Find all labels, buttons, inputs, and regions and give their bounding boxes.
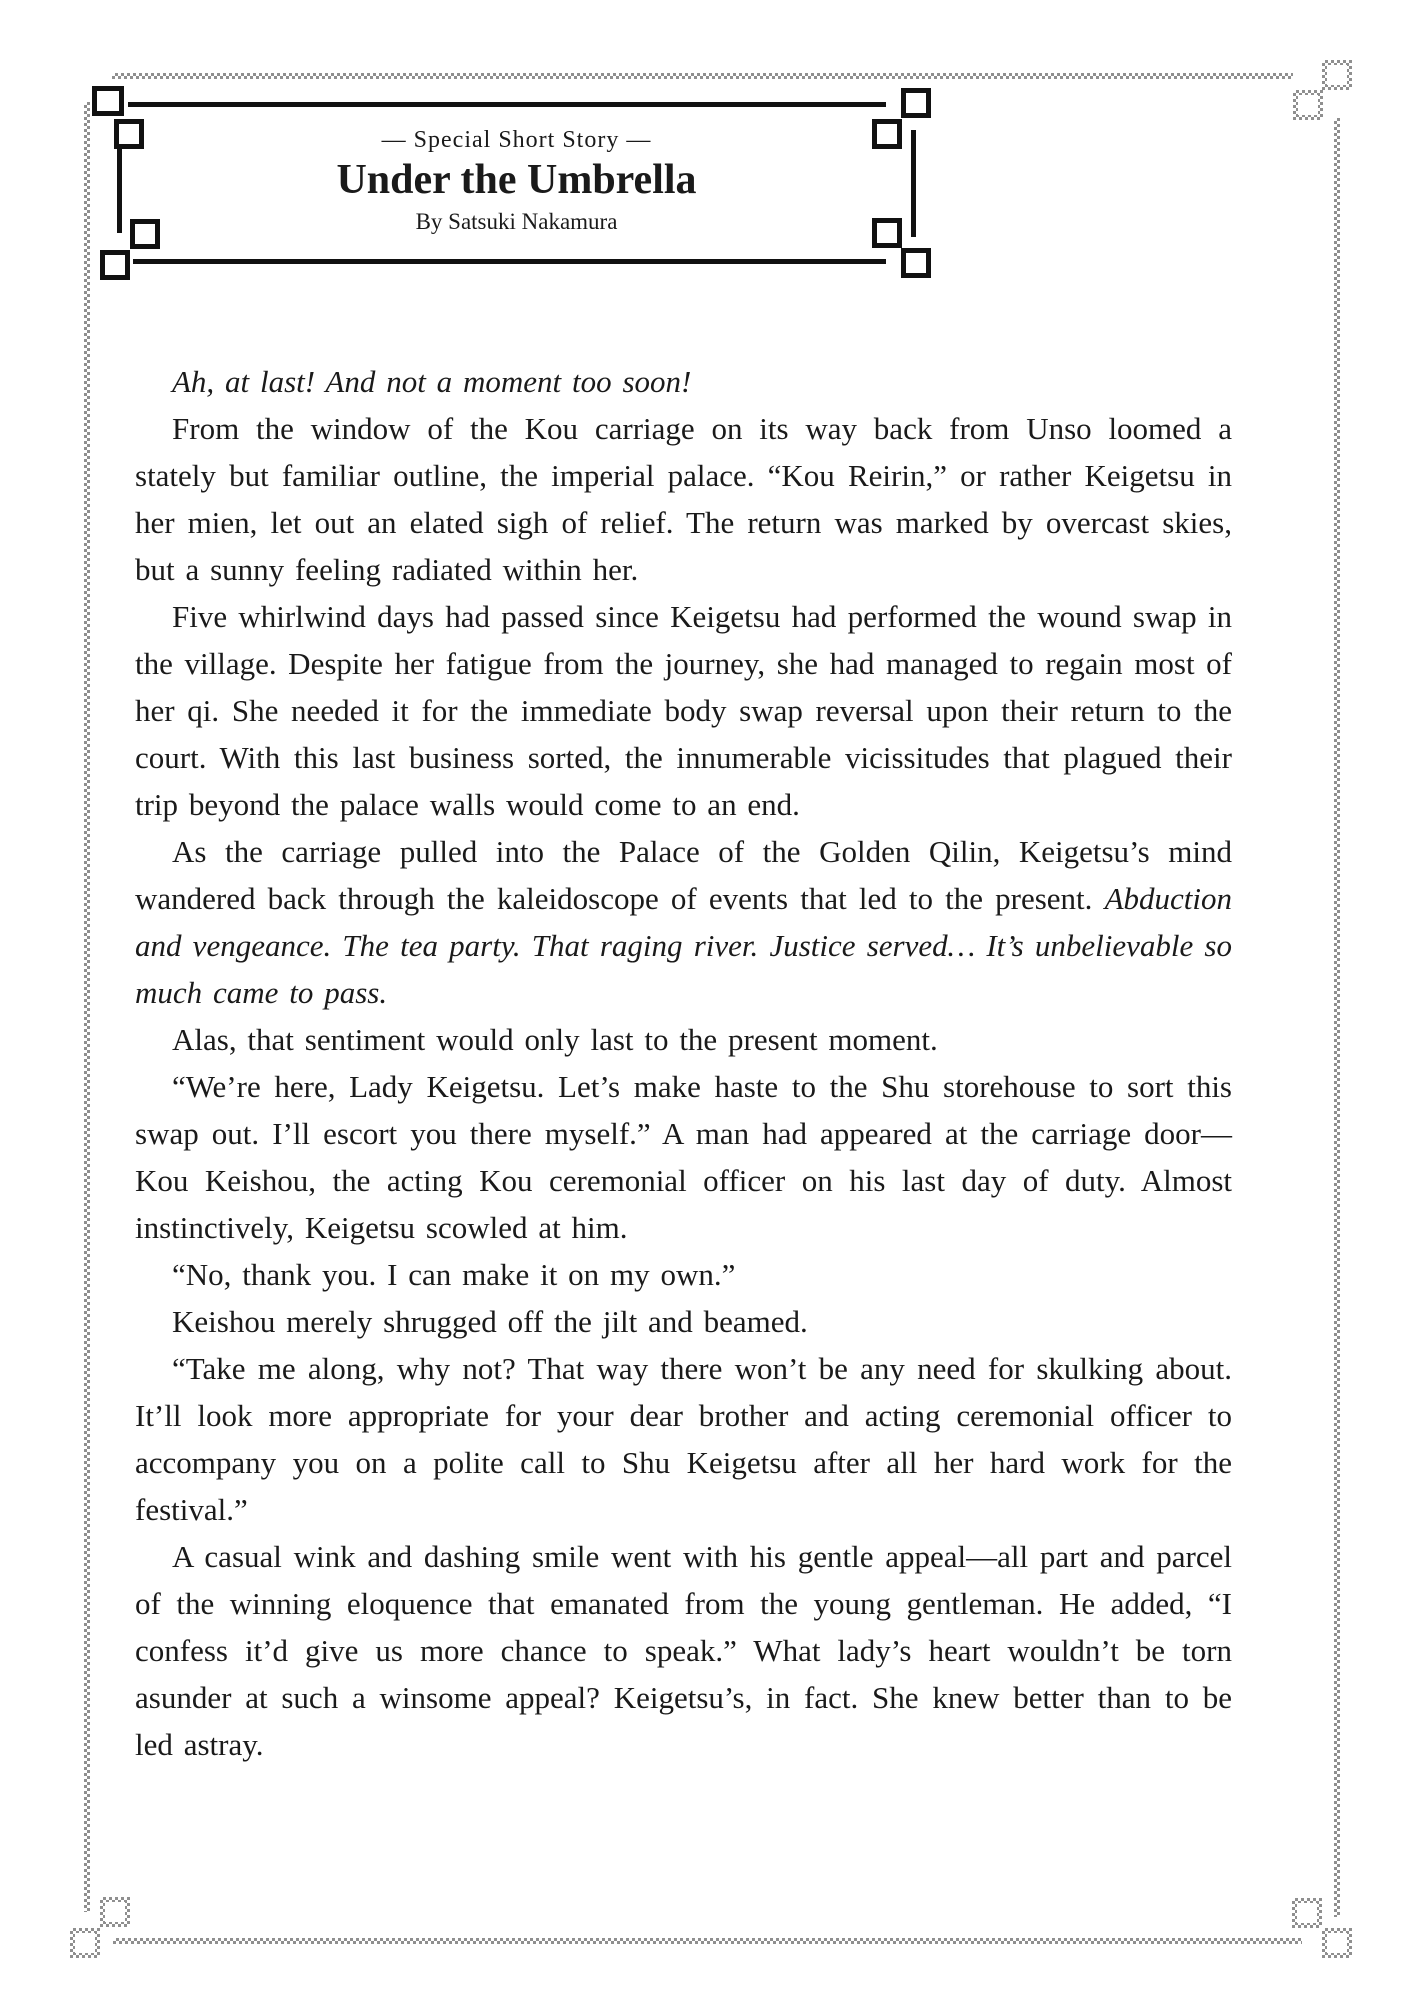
story-byline: By Satsuki Nakamura	[415, 209, 618, 235]
story-run: “We’re here, Lady Keigetsu. Let’s make haste to the Shu storehouse to sort this swap out. I’ll escort you there myself.” A man had appeared at the carriage door—Kou Keishou, the acting Kou ceremonial officer on his last day of duty. Almost instinctively, Keigetsu scowled at him.	[135, 1069, 1232, 1245]
frame-corner-ornament-bottom-left-outer	[70, 1928, 100, 1958]
page-frame-top-border	[112, 73, 1293, 79]
story-paragraph	[135, 1063, 1232, 1251]
story-run: Alas, that sentiment would only last to the present moment.	[172, 1022, 938, 1057]
page-frame-right-border	[1334, 118, 1340, 1917]
story-paragraph	[135, 828, 1232, 1016]
story-run-italic: Abduction and vengeance. The tea party. That raging river. Justice served… It’s unbelievable so much came to pass.	[135, 881, 1232, 1010]
story-paragraph	[135, 1298, 1232, 1345]
page-frame-bottom-border	[113, 1938, 1302, 1944]
story-run: “No, thank you. I can make it on my own.”	[172, 1257, 736, 1292]
story-run: A casual wink and dashing smile went with his gentle appeal—all part and parcel of the winning eloquence that emanated from the young gentleman. He added, “I confess it’d give us more chance to speak.” What lady’s heart wouldn’t be torn asunder at such a winsome appeal? Keigetsu’s, in fact. She knew better than to be led astray.	[135, 1539, 1232, 1762]
frame-corner-ornament-top-right-outer	[1322, 60, 1352, 90]
story-paragraph	[135, 1533, 1232, 1768]
story-paragraph	[135, 1251, 1232, 1298]
title-box	[117, 102, 916, 260]
story-run-italic: Ah, at last! And not a moment too soon!	[172, 364, 692, 399]
story-run: “Take me along, why not? That way there won’t be any need for skulking about. It’ll look more appropriate for your dear brother and acting ceremonial officer to accompany you on a polite call to Shu Keigetsu after all her hard work for the festival.”	[135, 1351, 1232, 1527]
story-run: Keishou merely shrugged off the jilt and beamed.	[172, 1304, 808, 1339]
story-paragraph	[135, 1345, 1232, 1533]
frame-corner-ornament-bottom-left-inner	[100, 1897, 130, 1927]
story-paragraph	[135, 405, 1232, 593]
story-paragraph	[135, 593, 1232, 828]
frame-corner-ornament-bottom-right-inner	[1292, 1898, 1322, 1928]
frame-corner-ornament-bottom-right-outer	[1322, 1928, 1352, 1958]
story-run: Five whirlwind days had passed since Keigetsu had performed the wound swap in the village. Despite her fatigue from the journey, she had managed to regain most of her qi. She needed it for the immediate body swap reversal upon their return to the court. With this last business sorted, the innumerable vicissitudes that plagued their trip beyond the palace walls would come to an end.	[135, 599, 1232, 822]
story-text	[135, 358, 1232, 1768]
page-frame-left-border	[84, 102, 90, 1912]
story-kicker: — Special Short Story —	[381, 126, 652, 153]
story-run: From the window of the Kou carriage on its way back from Unso loomed a stately but familiar outline, the imperial palace. “Kou Reirin,” or rather Keigetsu in her mien, let out an elated sigh of relief. The return was marked by overcast skies, but a sunny feeling radiated within her.	[135, 411, 1232, 587]
frame-corner-ornament-top-right-inner	[1293, 90, 1323, 120]
story-paragraph	[135, 1016, 1232, 1063]
story-title: Under the Umbrella	[336, 156, 697, 203]
story-run: As the carriage pulled into the Palace of the Golden Qilin, Keigetsu’s mind wandered back through the kaleidoscope of events that led to the present.	[135, 834, 1232, 916]
story-paragraph	[135, 358, 1232, 405]
